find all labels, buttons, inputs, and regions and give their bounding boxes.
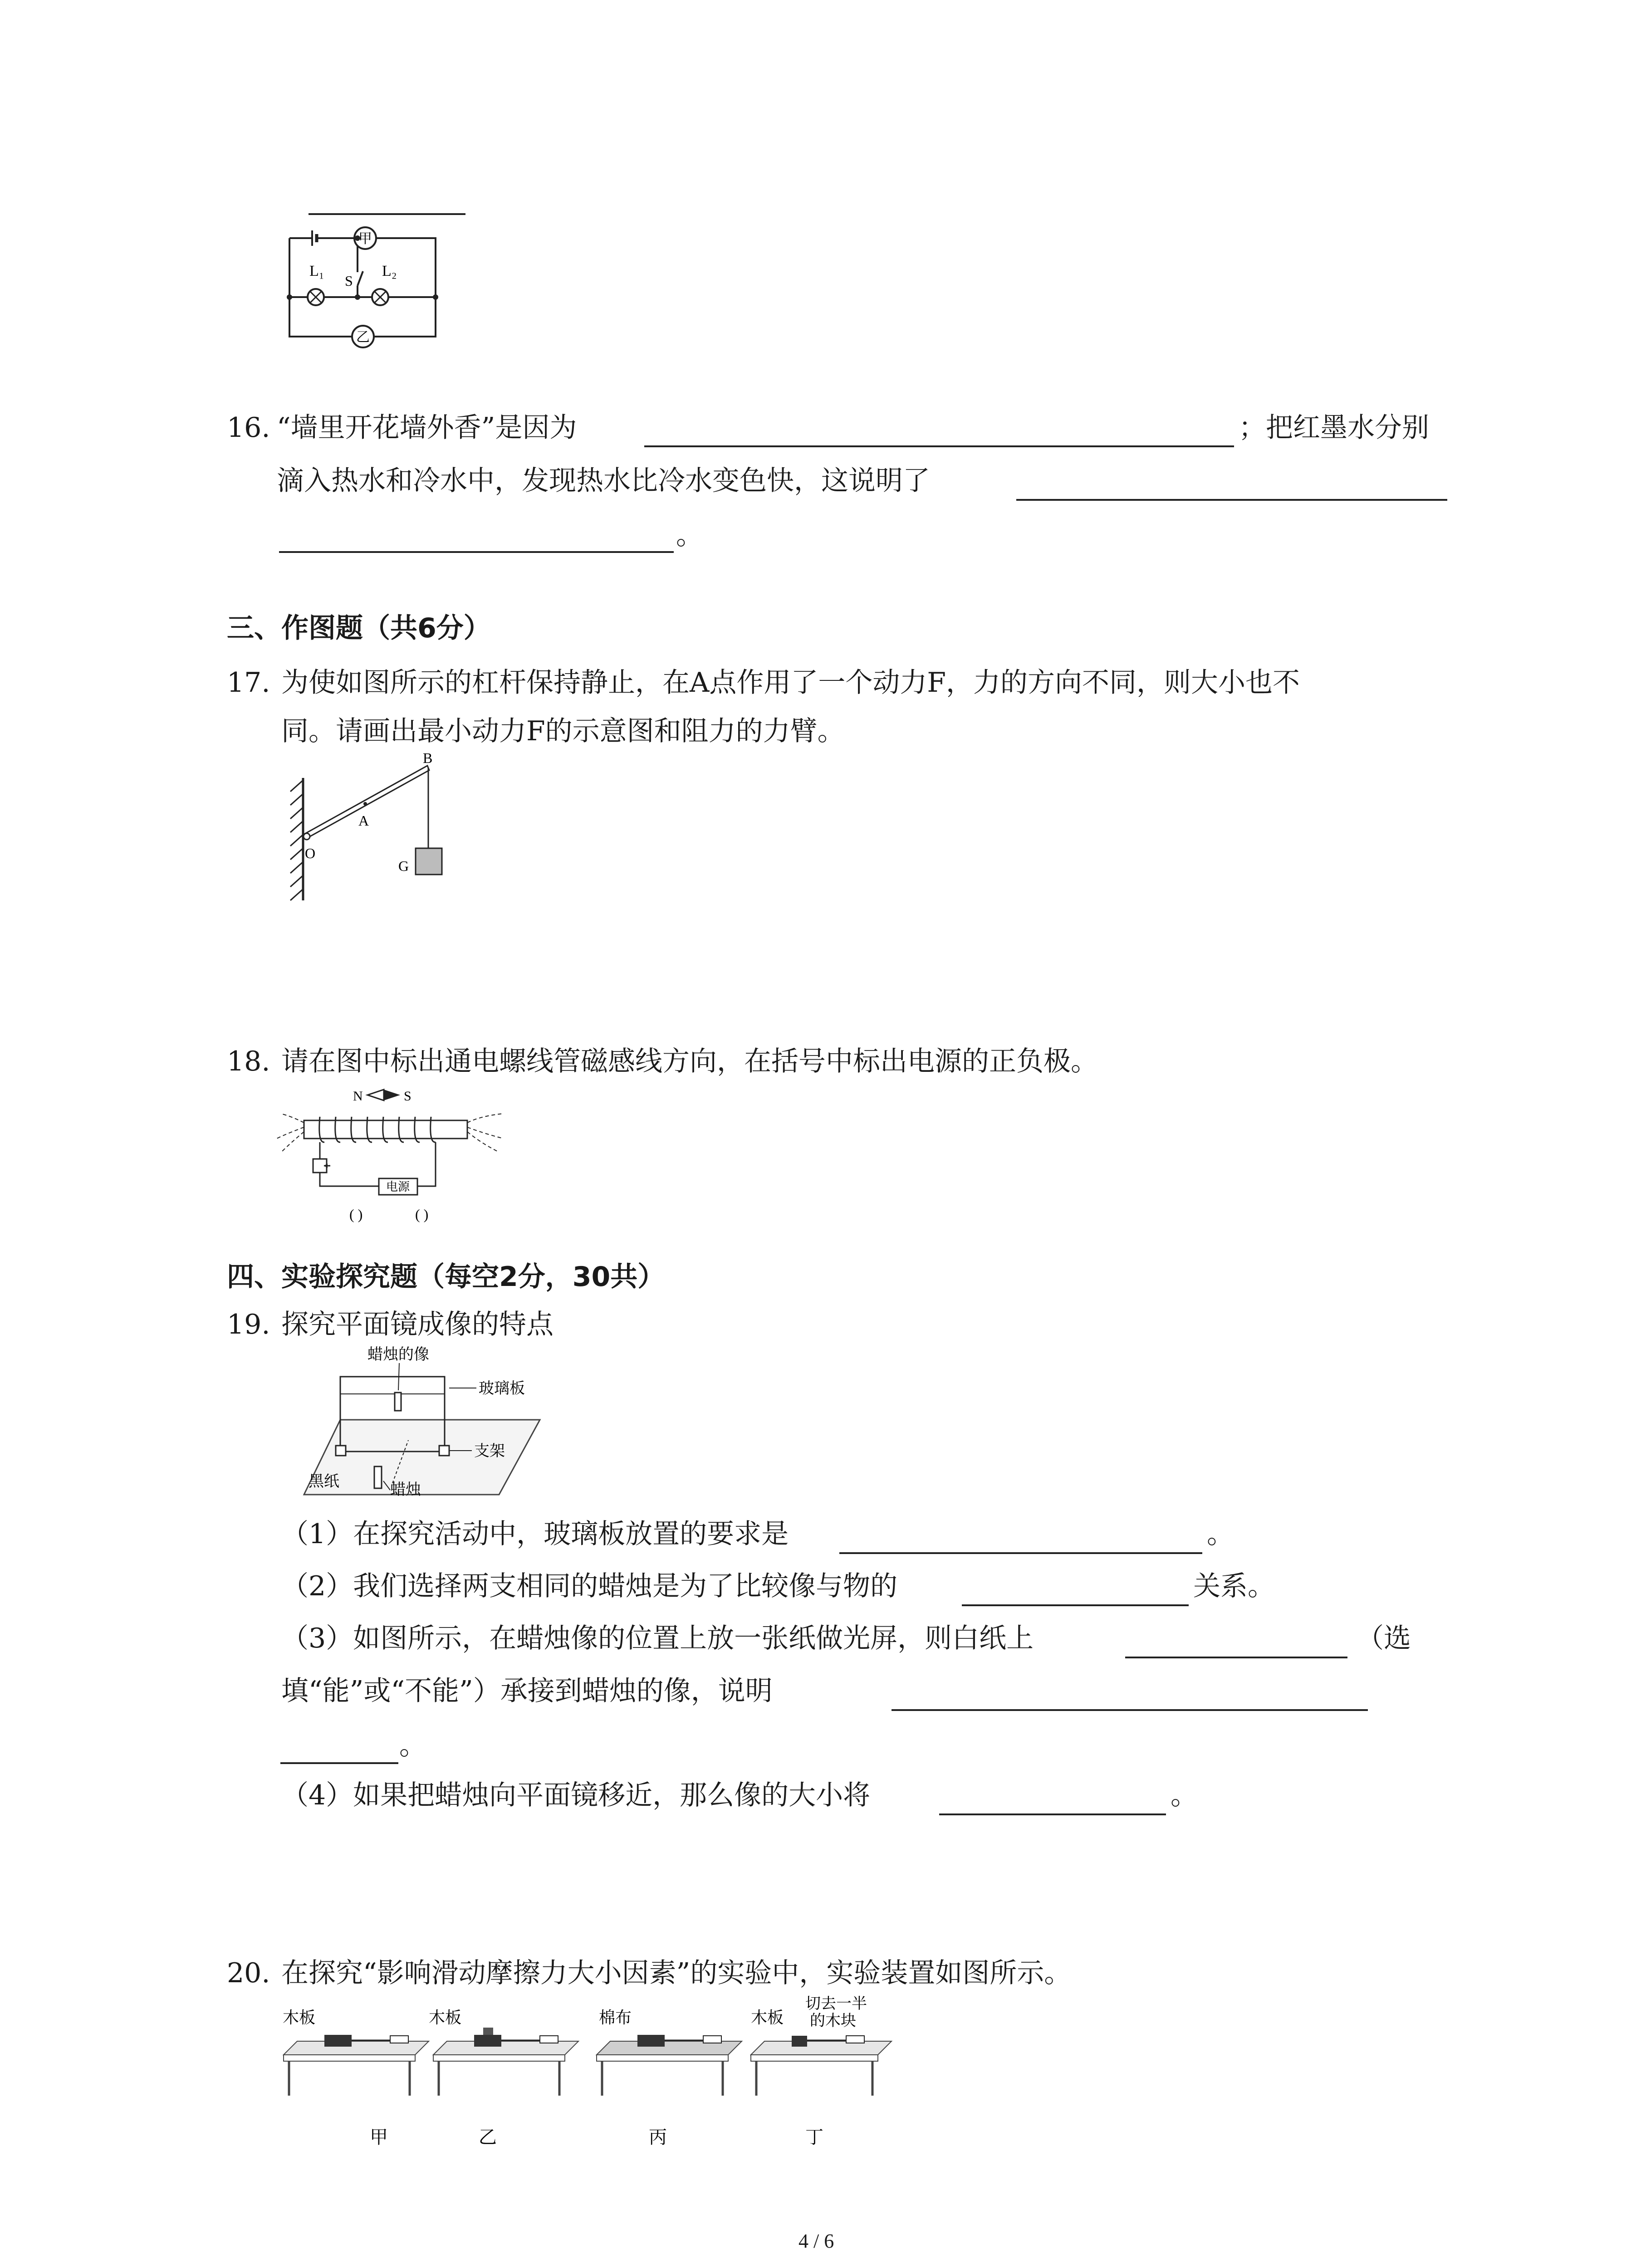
lamp2-label: L₂ [382,263,397,279]
q16-line1-start: “墙里开花墙外香”是因为 [277,412,577,444]
mirror-diagram [299,1345,554,1499]
solenoid-diagram [277,1084,513,1234]
friction-experiment-diagram [279,1996,896,2164]
q19-p2-end: 关系。 [1193,1570,1275,1602]
switch-label: S [345,273,353,289]
q19-blank-2[interactable] [962,1604,1189,1606]
meter-jia-label: 甲 [358,231,372,246]
panel3-surface: 棉布 [599,2009,632,2027]
circuit-diagram [281,218,445,354]
q16-line2: 滴入热水和冷水中，发现热水比冷水变色快，这说明了 [277,465,930,497]
paren-left[interactable]: ( ) [349,1206,363,1222]
panel4-note-bottom: 的木块 [810,2013,856,2029]
panel4-surface: 木板 [751,2009,784,2027]
q19-blank-4[interactable] [939,1813,1166,1815]
q20-line1: 在探究“影响滑动摩擦力大小因素”的实验中，实验装置如图所示。 [281,1957,1072,1989]
q19-p3-end-a: （选 [1357,1623,1411,1654]
panel4-note-top: 切去一半 [805,1996,867,2012]
label-candle-image: 蜡烛的像 [367,1346,429,1363]
label-black-paper: 黑纸 [309,1473,339,1490]
panel1-caption: 甲 [370,2127,388,2147]
q16-blank-1[interactable] [644,445,1234,447]
q18-line1: 请在图中标出通电螺线管磁感线方向，在括号中标出电源的正负极。 [281,1046,1098,1077]
lever-diagram [268,753,504,907]
lever-point-o: O [305,845,316,861]
q19-blank-3b[interactable] [892,1709,1368,1711]
q18-number: 18. [227,1046,270,1077]
q19-p1-end: 。 [1207,1518,1234,1550]
q16-line1-end: ；把红墨水分别 [1239,412,1429,444]
q17-line2: 同。请画出最小动力F的示意图和阻力的力臂。 [281,715,845,747]
label-glass-plate: 玻璃板 [479,1380,525,1397]
q16-number: 16. [227,412,270,444]
panel3-caption: 丙 [649,2127,667,2147]
q16-line3-end: 。 [676,519,703,551]
lamp1-label: L₁ [309,263,324,279]
answer-blank-top [309,213,465,215]
q17-line1: 为使如图所示的杠杆保持静止，在A点作用了一个动力F，力的方向不同，则大小也不 [281,667,1300,699]
q16-blank-2b[interactable] [279,551,674,553]
q19-p3-text: （3）如图所示，在蜡烛像的位置上放一张纸做光屏，则白纸上 [281,1623,1034,1654]
compass-n-label: N [353,1089,363,1104]
panel1-surface: 木板 [283,2009,316,2027]
panel2-surface: 木板 [429,2009,462,2027]
compass-s-label: S [404,1089,411,1104]
q16-blank-2a[interactable] [1016,499,1447,501]
q19-blank-1[interactable] [839,1552,1202,1554]
panel2-caption: 乙 [479,2127,497,2147]
paren-right[interactable]: ( ) [415,1206,429,1222]
panel4-caption: 丁 [805,2127,823,2147]
q19-p1-text: （1）在探究活动中，玻璃板放置的要求是 [281,1518,789,1550]
q19-number: 19. [227,1309,270,1340]
q19-p3-end: 。 [399,1730,426,1761]
q19-p4-end: 。 [1171,1779,1198,1811]
q19-blank-3c[interactable] [280,1762,398,1764]
meter-yi-label: 乙 [356,330,370,345]
q19-p2-text: （2）我们选择两支相同的蜡烛是为了比较像与物的 [281,1570,898,1602]
lever-point-b: B [423,753,433,766]
q19-blank-3a[interactable] [1125,1657,1347,1658]
q19-p3-line2: 填“能”或“不能”）承接到蜡烛的像，说明 [281,1675,773,1707]
q19-p4-text: （4）如果把蜡烛向平面镜移近，那么像的大小将 [281,1779,871,1811]
label-stand: 支架 [474,1443,505,1460]
lever-point-a: A [358,812,369,829]
page-number: 4 / 6 [798,2230,834,2252]
q20-number: 20. [227,1957,270,1989]
q17-number: 17. [227,667,270,699]
power-source-label: 电源 [386,1180,410,1193]
section3-title: 三、作图题（共6分） [227,612,491,644]
q19-title: 探究平面镜成像的特点 [281,1309,554,1340]
lever-weight-g: G [398,858,409,874]
section4-title: 四、实验探究题（每空2分，30共） [227,1261,665,1293]
label-candle: 蜡烛 [390,1481,421,1498]
